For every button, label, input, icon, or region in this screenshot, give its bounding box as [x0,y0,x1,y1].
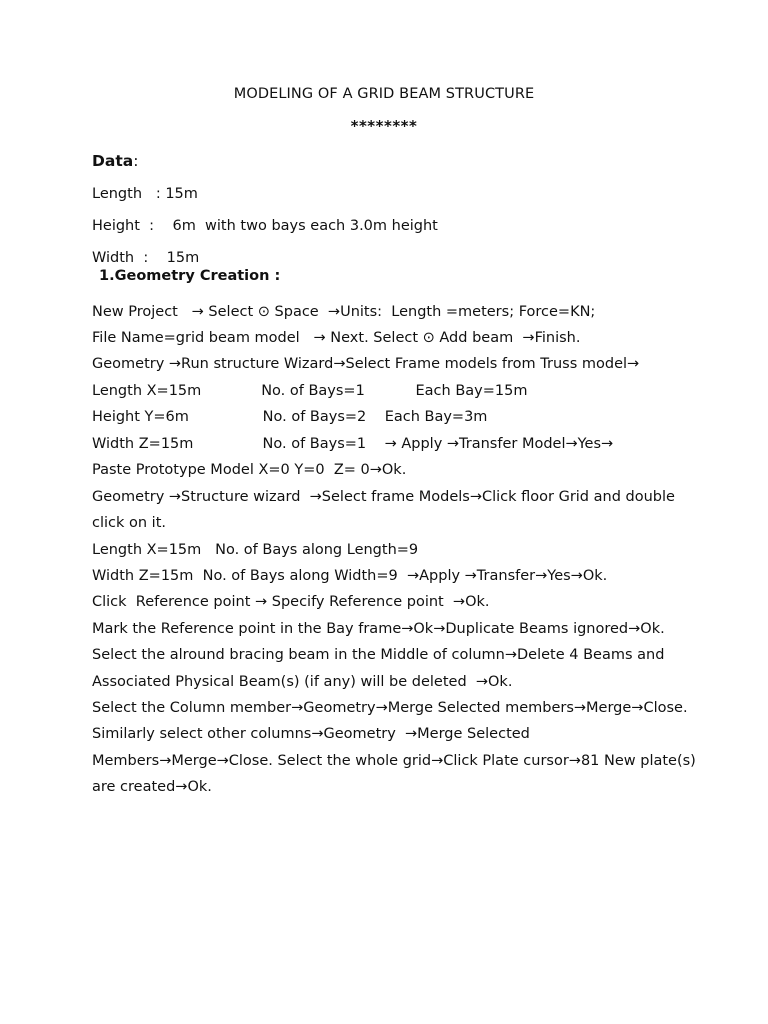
instruction-line: Width Z=15m No. of Bays along Width=9 →Apply →Transfer→Yes→Ok. [92,568,608,584]
instruction-line: Length X=15m No. of Bays along Length=9 [92,542,419,558]
instruction-line: New Project → Select ⊙ Space →Units: Length =meters; Force=KN; [92,304,596,320]
instruction-line: Members→Merge→Close. Select the whole grid→Click Plate cursor→81 New plate(s) [92,753,696,769]
instruction-line: click on it. [92,515,167,531]
instruction-line: Select the alround bracing beam in the Middle of column→Delete 4 Beams and [92,647,665,663]
width-line: Width : 15m [92,250,200,266]
length-line: Length : 15m [92,186,198,202]
instruction-line: Select the Column member→Geometry→Merge Selected members→Merge→Close. [92,700,688,716]
data-label: Data [92,152,134,170]
document-title: MODELING OF A GRID BEAM STRUCTURE [233,86,535,102]
instruction-line: Height Y=6m No. of Bays=2 Each Bay=3m [92,409,488,425]
instruction-line: Paste Prototype Model X=0 Y=0 Z= 0→Ok. [92,462,407,478]
height-line: Height : 6m with two bays each 3.0m height [92,218,438,234]
instruction-line: Associated Physical Beam(s) (if any) will be deleted →Ok. [92,674,513,690]
instruction-line: Width Z=15m No. of Bays=1 → Apply →Transfer Model→Yes→ [92,436,614,452]
instruction-line: Similarly select other columns→Geometry →Merge Selected [92,726,530,742]
instruction-line: Length X=15m No. of Bays=1 Each Bay=15m [92,383,528,399]
section-heading-geometry: 1.Geometry Creation : [99,268,281,284]
instruction-line: are created→Ok. [92,779,212,795]
data-heading [92,151,138,171]
instruction-line: Geometry →Run structure Wizard→Select Frame models from Truss model→ [92,356,640,372]
instruction-line: Geometry →Structure wizard →Select frame Models→Click floor Grid and double [92,489,675,505]
instruction-line: File Name=grid beam model → Next. Select ⊙ Add beam →Finish. [92,330,581,346]
title-separator: ******** [350,117,418,135]
instruction-line: Mark the Reference point in the Bay frame→Ok→Duplicate Beams ignored→Ok. [92,621,665,637]
data-colon: : [133,152,139,170]
instruction-line: Click Reference point → Specify Reference point →Ok. [92,594,490,610]
